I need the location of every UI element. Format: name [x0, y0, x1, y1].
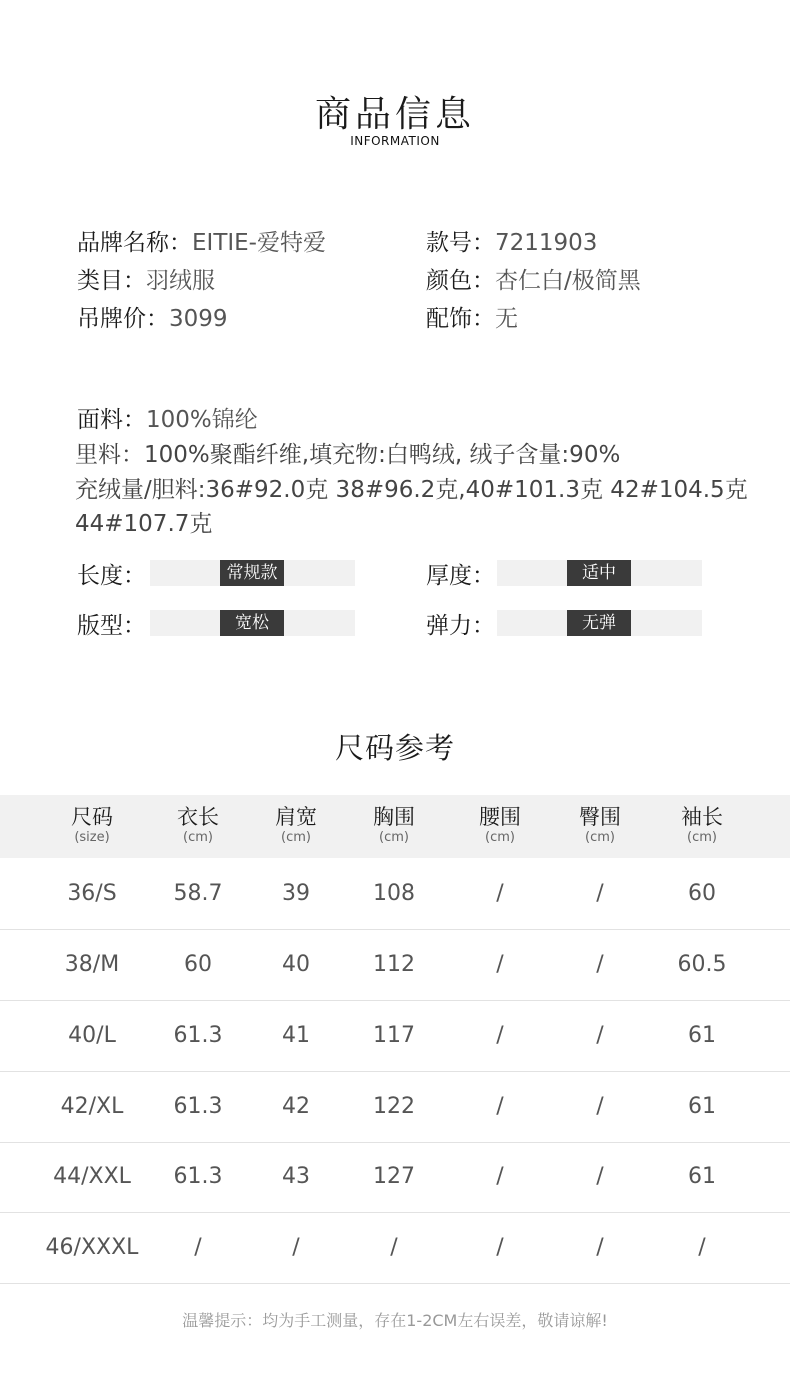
fit-chip: 宽松	[220, 610, 284, 636]
color-label: 颜色：	[426, 268, 495, 294]
category-value: 羽绒服	[146, 268, 215, 294]
col-header-unit: (cm)	[485, 830, 515, 845]
fit-scale	[150, 610, 355, 636]
elasticity-scale	[497, 610, 702, 636]
col-header-size	[37, 804, 147, 846]
shell-fabric-row	[77, 401, 258, 434]
size-cell: 46/XXXL	[45, 1235, 139, 1260]
length-cell: 61.3	[173, 1023, 223, 1048]
col-header-waist	[445, 804, 555, 846]
measurement-note: 温馨提示：均为手工测量，存在1-2CM左右误差，敬请谅解!	[182, 1311, 608, 1330]
col-header-shoulder	[241, 804, 351, 846]
waist-cell: /	[496, 1094, 504, 1119]
brand-row	[77, 224, 326, 257]
chest-cell: 122	[373, 1094, 415, 1119]
length-scale	[150, 560, 355, 586]
shoulder-cell: 40	[282, 952, 310, 977]
size-cell: 36/S	[67, 881, 117, 906]
col-header-unit: (cm)	[183, 830, 213, 845]
col-header-unit: (cm)	[281, 830, 311, 845]
col-header-label: 肩宽	[275, 805, 317, 829]
chest-cell: /	[390, 1235, 398, 1260]
style-no-row	[426, 224, 597, 257]
shoulder-cell: 39	[282, 881, 310, 906]
size-chart-title: 尺码参考	[334, 731, 455, 765]
accessory-label: 配饰：	[426, 306, 495, 332]
length-cell: 61.3	[173, 1164, 223, 1189]
accessory-value: 无	[495, 306, 518, 332]
elasticity-chip: 无弹	[567, 610, 631, 636]
waist-cell: /	[496, 952, 504, 977]
sleeve-cell: 61	[688, 1023, 716, 1048]
waist-cell: /	[496, 1235, 504, 1260]
table-row	[0, 1213, 790, 1284]
length-chip: 常规款	[220, 560, 284, 586]
shoulder-cell: 42	[282, 1094, 310, 1119]
chest-cell: 117	[373, 1023, 415, 1048]
col-header-label: 腰围	[479, 805, 521, 829]
hip-cell: /	[596, 1023, 604, 1048]
hip-cell: /	[596, 1235, 604, 1260]
shell-fabric-label: 面料：	[77, 407, 146, 433]
page-title: 商品信息	[314, 94, 475, 135]
waist-cell: /	[496, 881, 504, 906]
price-value: 3099	[169, 306, 228, 332]
size-table-header	[0, 795, 790, 858]
length-cell: 58.7	[173, 881, 223, 906]
col-header-label: 胸围	[373, 805, 415, 829]
chest-cell: 112	[373, 952, 415, 977]
table-row	[0, 859, 790, 930]
fill-weight-line-1: 充绒量/胆料:36#92.0克 38#96.2克,40#101.3克 42#104.5克	[75, 476, 748, 503]
hip-cell: /	[596, 952, 604, 977]
thickness-chip: 适中	[567, 560, 631, 586]
shell-fabric-value: 100%锦纶	[146, 407, 258, 433]
size-cell: 38/M	[64, 952, 120, 977]
col-header-unit: (cm)	[687, 830, 717, 845]
brand-label: 品牌名称：	[77, 230, 192, 256]
shoulder-cell: /	[292, 1235, 300, 1260]
shoulder-cell: 43	[282, 1164, 310, 1189]
elasticity-label: 弹力：	[426, 613, 495, 639]
table-row	[0, 930, 790, 1001]
color-value: 杏仁白/极简黑	[495, 268, 641, 294]
col-header-unit: (size)	[74, 830, 110, 845]
page-subtitle: INFORMATION	[350, 134, 440, 148]
category-label: 类目：	[77, 268, 146, 294]
col-header-chest	[339, 804, 449, 846]
hip-cell: /	[596, 1094, 604, 1119]
table-row	[0, 1142, 790, 1213]
sleeve-cell: 61	[688, 1164, 716, 1189]
fit-label: 版型：	[77, 613, 146, 639]
length-cell: /	[194, 1235, 202, 1260]
col-header-unit: (cm)	[585, 830, 615, 845]
sleeve-cell: 60	[688, 881, 716, 906]
col-header-label: 臀围	[579, 805, 621, 829]
sleeve-cell: 61	[688, 1094, 716, 1119]
size-cell: 40/L	[68, 1023, 116, 1048]
col-header-length	[143, 804, 253, 846]
thickness-scale	[497, 560, 702, 586]
col-header-label: 尺码	[71, 805, 113, 829]
length-cell: 60	[184, 952, 212, 977]
sleeve-cell: /	[698, 1235, 706, 1260]
accessory-row	[426, 300, 518, 333]
chest-cell: 108	[373, 881, 415, 906]
hip-cell: /	[596, 1164, 604, 1189]
lining-line: 里料：100%聚酯纤维,填充物:白鸭绒, 绒子含量:90%	[75, 442, 621, 468]
size-cell: 44/XXL	[53, 1164, 131, 1189]
table-row	[0, 1001, 790, 1072]
table-row	[0, 1072, 790, 1143]
price-label: 吊牌价：	[77, 306, 169, 332]
price-row	[77, 300, 228, 333]
shoulder-cell: 41	[282, 1023, 310, 1048]
style-no-value: 7211903	[495, 230, 598, 256]
fill-weight-line-2: 44#107.7克	[75, 511, 213, 537]
thickness-label: 厚度：	[426, 563, 495, 589]
brand-value: EITIE-爱特爱	[192, 230, 326, 256]
col-header-hip	[545, 804, 655, 846]
color-row	[426, 262, 641, 295]
length-label: 长度：	[77, 563, 146, 589]
waist-cell: /	[496, 1023, 504, 1048]
waist-cell: /	[496, 1164, 504, 1189]
chest-cell: 127	[373, 1164, 415, 1189]
category-row	[77, 262, 215, 295]
fabric-details	[75, 438, 765, 542]
length-cell: 61.3	[173, 1094, 223, 1119]
style-no-label: 款号：	[426, 230, 495, 256]
col-header-unit: (cm)	[379, 830, 409, 845]
size-cell: 42/XL	[60, 1094, 124, 1119]
sleeve-cell: 60.5	[677, 952, 727, 977]
col-header-sleeve	[647, 804, 757, 846]
col-header-label: 袖长	[681, 805, 723, 829]
col-header-label: 衣长	[177, 805, 219, 829]
hip-cell: /	[596, 881, 604, 906]
